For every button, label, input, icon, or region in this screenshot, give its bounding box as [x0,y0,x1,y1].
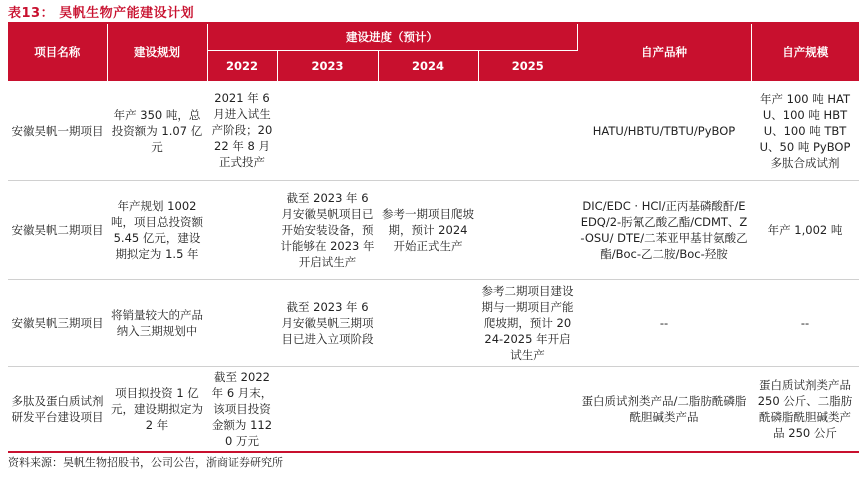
plan-cell: 年产规划 1002 吨，项目总投资额 5.45 亿元，建设期拟定为 1.5 年 [111,198,203,261]
header-products: 自产品种 [577,24,751,81]
header-construction-progress: 建设进度（预计） [207,24,577,51]
products-cell: -- [659,315,669,330]
table-row [8,180,859,279]
plan-cell: 项目拟投资 1 亿元，建设期拟定为 2 年 [111,385,203,432]
progress-2025-cell [478,180,577,279]
header-scale: 自产规模 [751,24,859,81]
capacity-plan-table [8,24,859,453]
progress-2025-cell: 参考二期项目建设 期与一期项目产能爬坡期，预计 2024-2025 年开启试生产 [481,283,574,362]
plan-cell: 年产 350 吨，总投资额为 1.07 亿元 [111,107,203,154]
header-project-name: 项目名称 [8,24,107,81]
progress-2024-cell: 参考一期项目爬坡期，预计 2024 开始正式生产 [382,206,474,253]
header-year-2024: 2024 [378,51,478,82]
scale-cell: 年产 100 吨 HATU、100 吨 HBTU、100 吨 TBTU、50 吨 PyBOP 多肽合成试剂 [759,91,851,170]
table-title: 表13： 昊帆生物产能建设计划 [8,6,195,21]
table-row [8,279,859,366]
progress-2023-cell [277,366,378,452]
table-row [8,81,859,180]
source-note: 资料来源：昊帆生物招股书，公司公告，浙商证券研究所 [8,456,283,469]
progress-2025-cell [478,366,577,452]
progress-2024-cell [378,81,478,180]
header-year-2022: 2022 [207,51,277,82]
products-cell: 蛋白质试剂类产品/二脂肪酰磷脂酰胆碱类产品 [581,393,747,424]
header-year-2025: 2025 [478,51,577,82]
progress-2022-cell [207,180,277,279]
products-cell: HATU/HBTU/TBTU/PyBOP [592,123,736,138]
plan-cell: 将销量较大的产品纳入三期规划中 [111,307,203,338]
header-construction-plan: 建设规划 [107,24,207,81]
scale-cell: 年产 1,002 吨 [767,222,843,237]
project-name-cell: 多肽及蛋白质试剂研发平台建设项目 [11,393,104,424]
progress-2024-cell [378,366,478,452]
progress-2023-cell: 截至 2023 年 6 月安徽昊帆三期项目已进入立项阶段 [281,299,374,346]
progress-2023-cell [277,81,378,180]
scale-cell: 蛋白质试剂类产品 250 公斤、二脂肪酰磷脂酰胆碱类产品 250 公斤 [757,377,853,440]
progress-2024-cell [378,279,478,366]
products-cell: DIC/EDC · HCl/正丙基磷酸酐/EEDQ/2-肟氰乙酸乙酯/CDMT、Z-OSU/ DTE/二苯亚甲基甘氨酸乙酯/Boc-乙二胺/Boc-羟胺 [580,198,748,261]
project-name-cell: 安徽昊帆二期项目 [11,222,104,237]
project-name-cell: 安徽昊帆三期项目 [11,315,104,330]
table-row [8,366,859,452]
progress-2022-cell: 截至 2022 年 6 月末，该项目投资金额为 1120 万元 [211,369,273,448]
progress-2022-cell: 2021 年 6 月进入试生产阶段；2022 年 8 月正式投产 [211,91,273,170]
progress-2023-cell: 截至 2023 年 6 月安徽昊帆项目已开始安装设备，预计能够在 2023 年开启试生产 [280,190,375,269]
scale-cell: -- [800,315,810,330]
progress-2022-cell [207,279,277,366]
header-year-2023: 2023 [277,51,378,82]
project-name-cell: 安徽昊帆一期项目 [11,123,104,138]
progress-2025-cell [478,81,577,180]
